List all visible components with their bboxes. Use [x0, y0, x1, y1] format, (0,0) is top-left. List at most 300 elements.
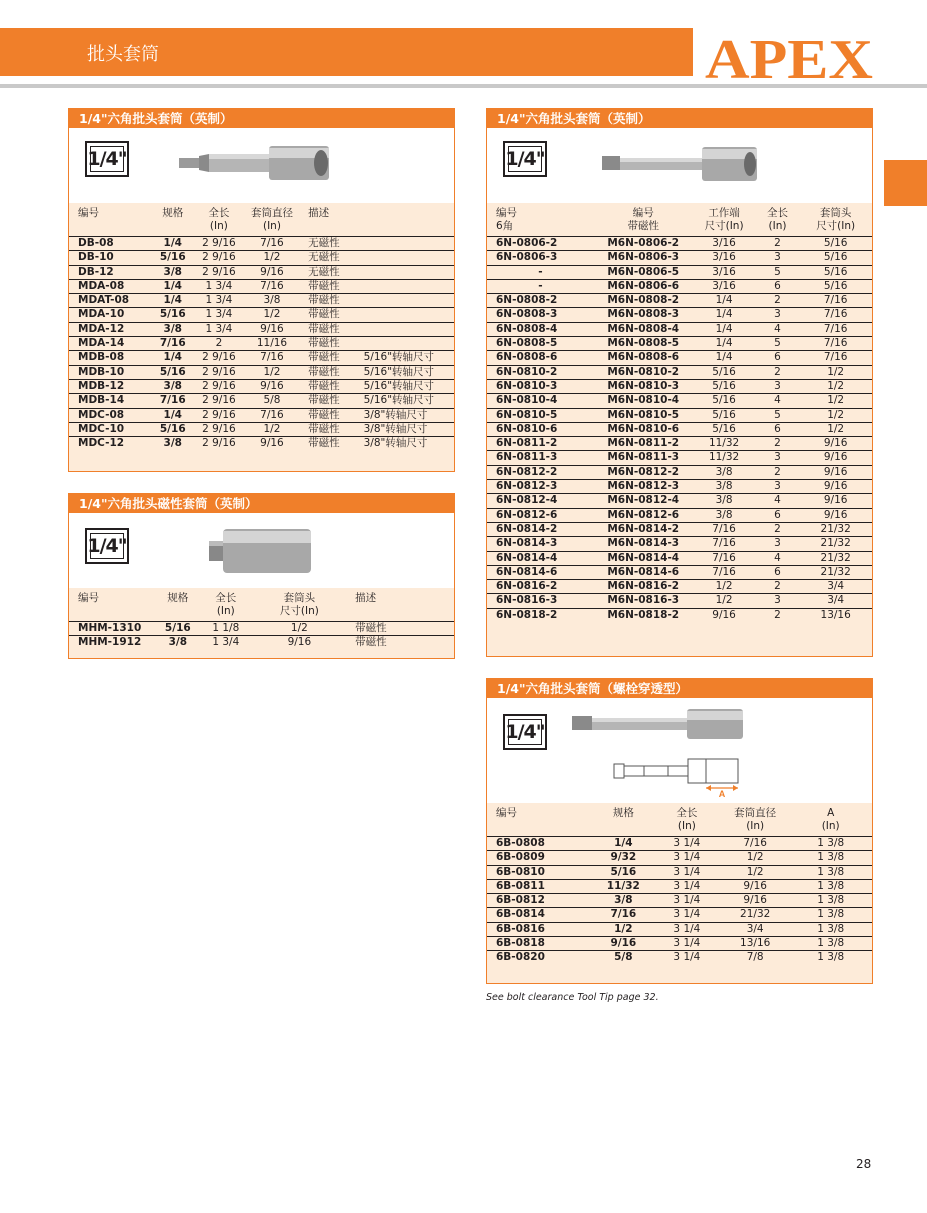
table-cell: M6N-0818-2: [607, 608, 680, 621]
table-cell: 带磁性: [299, 308, 354, 322]
footnote: See bolt clearance Tool Tip page 32.: [486, 992, 659, 1003]
table-row: [487, 337, 872, 351]
table-cell: 6B-0814: [487, 908, 594, 922]
table-cell: 6N-0816-2: [487, 580, 594, 594]
table-cell: 3/8: [245, 294, 299, 308]
table-cell: 2 9/16: [193, 351, 245, 365]
panel-hex-bit-socket-imperial: [68, 108, 455, 472]
table-cell: 5/16: [692, 408, 755, 422]
table-row: [487, 522, 872, 536]
table-cell: 6N-0808-4: [487, 322, 594, 336]
table-cell: 1/2: [245, 422, 299, 436]
table-cell: M6N-0814-4: [594, 551, 693, 565]
table-cell: 7/16: [799, 294, 872, 308]
table-cell: 带磁性: [299, 379, 354, 393]
socket-icon: [602, 146, 762, 186]
table-cell: 5/16: [692, 422, 755, 436]
column-header: 全长 (In): [193, 203, 245, 237]
table-cell: 6N-0814-4: [487, 551, 594, 565]
table-cell: 5/16: [692, 365, 755, 379]
table-cell: 9/32: [594, 851, 653, 865]
table-cell: 6N-0806-2: [487, 237, 594, 251]
table-cell: 2 9/16: [193, 379, 245, 393]
table-cell: 1/4: [692, 294, 755, 308]
table-cell: 3 1/4: [653, 922, 721, 936]
table-cell: 6N-0810-5: [487, 408, 594, 422]
table-cell: 7/16: [799, 322, 872, 336]
table-cell: 3 1/4: [673, 951, 701, 964]
table-cell: 3: [756, 308, 800, 322]
table-cell: 1/2: [253, 622, 347, 636]
size-label: 1/4": [503, 141, 547, 177]
socket-icon: [179, 144, 339, 184]
table-cell: 带磁性: [299, 322, 354, 336]
table-cell: 5/16: [692, 379, 755, 393]
table-cell: 3/4: [799, 580, 872, 594]
table-cell: 7/16: [153, 337, 194, 351]
table-row: [487, 937, 872, 951]
table-row: [487, 237, 872, 251]
table-cell: 3 1/4: [653, 851, 721, 865]
table-cell: 1/2: [245, 251, 299, 265]
table-cell: [355, 251, 454, 265]
table-cell: 6N-0808-6: [487, 351, 594, 365]
table-cell: MDA-14: [69, 337, 153, 351]
table-cell: 3/16: [692, 237, 755, 251]
table-cell: 1/2: [245, 308, 299, 322]
table-cell: 2: [774, 608, 781, 621]
table-cell: 带磁性: [308, 437, 340, 450]
table-cell: 3/8: [692, 494, 755, 508]
table-row: [487, 908, 872, 922]
table-cell: 1/4: [692, 322, 755, 336]
table-cell: 1/4: [594, 837, 653, 851]
table-cell: 1/2: [692, 580, 755, 594]
table-cell: 9/16: [799, 494, 872, 508]
column-header: 编号: [487, 803, 594, 837]
table-cell: -: [487, 265, 594, 279]
table-cell: DB-08: [69, 237, 153, 251]
table-cell: 21/32: [799, 522, 872, 536]
table-row: [69, 422, 454, 436]
table-row: [69, 622, 454, 636]
product-table: [487, 803, 872, 965]
table-cell: 3/16: [692, 251, 755, 265]
table-row: [69, 379, 454, 393]
table-cell: 1 1/8: [199, 622, 253, 636]
table-cell: 9/16: [712, 608, 736, 621]
table-cell: MDB-12: [69, 379, 153, 393]
table-cell: 11/32: [692, 451, 755, 465]
table-row: [487, 451, 872, 465]
table-cell: 5/16"转轴尺寸: [355, 379, 454, 393]
table-cell: 带磁性: [299, 351, 354, 365]
table-cell: 1/2: [594, 922, 653, 936]
table-cell: 3/4: [721, 922, 789, 936]
table-cell: 2 9/16: [193, 394, 245, 408]
bolt-clearance-diagram: [612, 754, 747, 798]
table-cell: 13/16: [721, 937, 789, 951]
table-row: [69, 279, 454, 293]
table-cell: M6N-0816-3: [594, 594, 693, 608]
table-cell: MDB-08: [69, 351, 153, 365]
table-cell: 无磁性: [299, 251, 354, 265]
table-cell: 5/16: [153, 308, 194, 322]
table-cell: 1/4: [692, 351, 755, 365]
table-cell: 13/16: [820, 608, 851, 621]
table-cell: 带磁性: [299, 394, 354, 408]
table-cell: 3/4: [799, 594, 872, 608]
table-cell: M6N-0810-2: [594, 365, 693, 379]
table-cell: [355, 265, 454, 279]
table-cell: 3: [756, 379, 800, 393]
column-header: 规格: [594, 803, 653, 837]
product-image-area: [487, 128, 872, 203]
table-cell: 2: [756, 437, 800, 451]
table-cell: [355, 308, 454, 322]
table-cell: 2: [193, 337, 245, 351]
table-cell: 3 1/4: [653, 879, 721, 893]
table-cell: M6N-0806-2: [594, 237, 693, 251]
table-cell: 2 9/16: [193, 251, 245, 265]
size-label: 1/4": [503, 714, 547, 750]
table-cell: 3/16: [692, 265, 755, 279]
table-cell: 带磁性: [299, 337, 354, 351]
table-cell: 6N-0808-5: [487, 337, 594, 351]
table-cell: MDC-12: [78, 437, 125, 450]
table-cell: M6N-0808-3: [594, 308, 693, 322]
table-cell: M6N-0811-3: [594, 451, 693, 465]
table-cell: 1 3/4: [193, 308, 245, 322]
table-cell: 5/16"转轴尺寸: [355, 351, 454, 365]
table-cell: 1/4: [692, 337, 755, 351]
table-cell: 3/8: [692, 508, 755, 522]
table-cell: 1/2: [799, 394, 872, 408]
table-cell: 3: [756, 480, 800, 494]
column-header: 工作端 尺寸(In): [692, 203, 755, 237]
table-cell: 1/4: [153, 408, 194, 422]
table-cell: DB-10: [69, 251, 153, 265]
table-cell: 3/16: [692, 279, 755, 293]
table-row: [487, 594, 872, 608]
table-cell: 6B-0808: [487, 837, 594, 851]
table-cell: 9/16: [245, 265, 299, 279]
column-header: 全长 (In): [199, 588, 253, 622]
panel-magnetic-socket-imperial: [68, 493, 455, 659]
table-cell: M6N-0814-2: [594, 522, 693, 536]
table-cell: 5/16: [799, 237, 872, 251]
table-row: [69, 322, 454, 336]
apex-logo: [703, 22, 878, 86]
table-cell: 3/8"转轴尺寸: [355, 422, 454, 436]
table-row: [487, 951, 872, 965]
column-header: 套筒头 尺寸(In): [799, 203, 872, 237]
table-row: [487, 865, 872, 879]
table-cell: 7/8: [746, 951, 764, 964]
table-cell: 6N-0812-3: [487, 480, 594, 494]
table-cell: 7/16: [245, 237, 299, 251]
column-header: 规格: [153, 203, 194, 237]
table-cell: MDB-10: [69, 365, 153, 379]
table-cell: 3: [756, 537, 800, 551]
table-cell: M6N-0808-2: [594, 294, 693, 308]
table-cell: M6N-0810-4: [594, 394, 693, 408]
column-header: 描述: [346, 588, 454, 622]
table-row: [487, 251, 872, 265]
table-cell: 无磁性: [299, 237, 354, 251]
table-cell: 带磁性: [346, 622, 454, 636]
table-cell: 1/2: [799, 422, 872, 436]
table-cell: 6N-0811-2: [487, 437, 594, 451]
table-cell: 1 3/4: [193, 279, 245, 293]
table-cell: 7/16: [692, 565, 755, 579]
table-cell: 9/16: [799, 480, 872, 494]
table-cell: 4: [756, 322, 800, 336]
table-cell: 1 3/8: [789, 851, 872, 865]
table-cell: DB-12: [69, 265, 153, 279]
table-cell: 2: [756, 580, 800, 594]
table-cell: 3 1/4: [653, 865, 721, 879]
magnetic-socket-icon: [209, 523, 319, 578]
table-cell: 6N-0812-4: [487, 494, 594, 508]
column-header: 编号: [69, 203, 153, 237]
product-image-area: [487, 698, 872, 803]
table-cell: 2 9/16: [202, 437, 236, 450]
table-row: [487, 551, 872, 565]
table-cell: 6N-0810-2: [487, 365, 594, 379]
table-cell: 4: [756, 394, 800, 408]
table-cell: 6B-0810: [487, 865, 594, 879]
table-cell: 7/16: [692, 522, 755, 536]
table-cell: 5/8: [614, 951, 633, 964]
table-cell: 5/8: [245, 394, 299, 408]
table-cell: M6N-0808-5: [594, 337, 693, 351]
table-cell: 6: [756, 508, 800, 522]
table-cell: MDA-10: [69, 308, 153, 322]
table-cell: 1/2: [799, 408, 872, 422]
table-cell: 1 3/8: [789, 879, 872, 893]
table-cell: 9/16: [721, 894, 789, 908]
product-image-area: [69, 513, 454, 588]
table-cell: 1/2: [721, 865, 789, 879]
table-cell: 11/32: [594, 879, 653, 893]
table-cell: 2: [756, 522, 800, 536]
table-cell: MDAT-08: [69, 294, 153, 308]
table-row: [487, 922, 872, 936]
table-cell: 4: [756, 551, 800, 565]
table-cell: [355, 294, 454, 308]
column-header: 编号 带磁性: [594, 203, 693, 237]
table-row: [69, 337, 454, 351]
table-cell: M6N-0806-6: [594, 279, 693, 293]
table-cell: 9/16: [721, 879, 789, 893]
table-cell: M6N-0812-3: [594, 480, 693, 494]
table-cell: 6B-0816: [487, 922, 594, 936]
panel-title: 1/4"六角批头套筒（英制）: [69, 109, 454, 128]
panel-hex-bit-socket-bolt-through: [486, 678, 873, 984]
table-cell: 6B-0820: [496, 951, 545, 964]
table-cell: M6N-0810-6: [594, 422, 693, 436]
table-cell: 3/8: [594, 894, 653, 908]
table-cell: 带磁性: [355, 636, 387, 649]
table-cell: MHM-1912: [78, 636, 142, 649]
table-cell: 5/16: [799, 251, 872, 265]
table-cell: 带磁性: [299, 294, 354, 308]
table-cell: 6N-0814-2: [487, 522, 594, 536]
table-cell: MHM-1310: [69, 622, 157, 636]
panel-title: 1/4"六角批头磁性套筒（英制）: [69, 494, 454, 513]
table-cell: 7/16: [594, 908, 653, 922]
table-row: [69, 294, 454, 308]
product-table: [487, 203, 872, 622]
table-cell: 1/2: [721, 851, 789, 865]
table-cell: 3/8: [153, 265, 194, 279]
column-header: A (In): [789, 803, 872, 837]
table-cell: 7/16: [692, 551, 755, 565]
table-cell: 1/2: [799, 379, 872, 393]
table-cell: 3 1/4: [653, 837, 721, 851]
table-cell: 11/32: [692, 437, 755, 451]
table-cell: 带磁性: [299, 408, 354, 422]
table-cell: 1 3/4: [193, 294, 245, 308]
table-cell: MDB-14: [69, 394, 153, 408]
table-cell: M6N-0806-5: [594, 265, 693, 279]
table-cell: 6: [756, 279, 800, 293]
header-bar: [0, 28, 693, 76]
table-cell: 6N-0808-3: [487, 308, 594, 322]
column-header: 全长 (In): [756, 203, 800, 237]
table-cell: 3 1/4: [653, 937, 721, 951]
table-cell: 1/2: [692, 594, 755, 608]
product-table: [69, 203, 454, 450]
table-cell: -: [487, 279, 594, 293]
column-header: 规格: [157, 588, 199, 622]
table-cell: 5/16: [153, 251, 194, 265]
table-cell: 5: [756, 408, 800, 422]
table-row: [69, 237, 454, 251]
table-cell: 6: [756, 565, 800, 579]
panel-title: 1/4"六角批头套筒（英制）: [487, 109, 872, 128]
table-cell: M6N-0812-2: [594, 465, 693, 479]
column-header: 编号 6角: [487, 203, 594, 237]
table-cell: 7/16: [799, 351, 872, 365]
table-row: [487, 894, 872, 908]
table-cell: [355, 322, 454, 336]
table-cell: 5/16: [692, 394, 755, 408]
column-header: 套筒直径 (In): [245, 203, 299, 237]
table-cell: 3: [756, 451, 800, 465]
table-row: [487, 465, 872, 479]
table-cell: 5/16"转轴尺寸: [355, 365, 454, 379]
table-cell: 1/2: [799, 365, 872, 379]
table-row: [487, 279, 872, 293]
table-cell: 1 3/8: [789, 837, 872, 851]
table-cell: 1 3/8: [789, 908, 872, 922]
table-cell: 6N-0811-3: [487, 451, 594, 465]
table-row: [69, 365, 454, 379]
column-header: 套筒头 尺寸(In): [253, 588, 347, 622]
column-header: 套筒直径 (In): [721, 803, 789, 837]
table-cell: M6N-0814-6: [594, 565, 693, 579]
table-cell: MDA-12: [69, 322, 153, 336]
table-cell: 3/8"转轴尺寸: [363, 437, 428, 450]
table-cell: 3/8"转轴尺寸: [355, 408, 454, 422]
table-cell: 9/16: [245, 379, 299, 393]
table-cell: M6N-0816-2: [594, 580, 693, 594]
table-row: [487, 365, 872, 379]
table-cell: M6N-0808-6: [594, 351, 693, 365]
table-cell: 21/32: [799, 537, 872, 551]
panel-hex-bit-socket-imperial-6pt: [486, 108, 873, 657]
table-cell: 6N-0814-6: [487, 565, 594, 579]
table-cell: 6B-0811: [487, 879, 594, 893]
table-row: [487, 608, 872, 622]
table-cell: 3 1/4: [653, 908, 721, 922]
table-cell: 5/16: [153, 422, 194, 436]
table-cell: M6N-0810-5: [594, 408, 693, 422]
table-cell: 4: [756, 494, 800, 508]
table-cell: 2 9/16: [193, 365, 245, 379]
product-table: [69, 588, 454, 650]
table-row: [487, 422, 872, 436]
table-cell: 5: [756, 265, 800, 279]
table-cell: 3/8: [692, 480, 755, 494]
table-cell: 9/16: [245, 322, 299, 336]
table-cell: 1/4: [692, 308, 755, 322]
table-cell: 1/4: [153, 351, 194, 365]
table-cell: 7/16: [799, 308, 872, 322]
table-cell: 1 3/8: [789, 922, 872, 936]
table-cell: 1 3/8: [789, 894, 872, 908]
dimension-a-label: A: [718, 789, 726, 798]
table-cell: 7/16: [245, 351, 299, 365]
table-row: [487, 494, 872, 508]
table-cell: 带磁性: [299, 279, 354, 293]
table-cell: 3/8: [163, 437, 182, 450]
table-cell: 2 9/16: [193, 422, 245, 436]
table-cell: 3/8: [153, 379, 194, 393]
table-row: [487, 480, 872, 494]
table-cell: 6: [756, 422, 800, 436]
table-cell: 带磁性: [299, 422, 354, 436]
table-cell: 9/16: [799, 465, 872, 479]
column-header: 编号: [69, 588, 157, 622]
table-cell: 1 3/4: [212, 636, 240, 649]
table-cell: 2 9/16: [193, 408, 245, 422]
table-cell: 3: [756, 594, 800, 608]
table-cell: 5/16: [799, 279, 872, 293]
table-cell: 6B-0812: [487, 894, 594, 908]
table-cell: 7/16: [721, 837, 789, 851]
table-row: [487, 437, 872, 451]
table-row: [487, 851, 872, 865]
table-row: [487, 394, 872, 408]
table-cell: 2: [756, 365, 800, 379]
table-row: [487, 294, 872, 308]
table-cell: M6N-0806-3: [594, 251, 693, 265]
table-cell: 3: [756, 251, 800, 265]
table-row: [487, 322, 872, 336]
table-cell: 6B-0818: [487, 937, 594, 951]
table-cell: 7/16: [153, 394, 194, 408]
table-cell: 9/16: [594, 937, 653, 951]
table-row: [69, 437, 454, 451]
table-cell: 2 9/16: [193, 265, 245, 279]
apex-logo-text: APEX: [705, 29, 873, 86]
table-cell: 11/16: [245, 337, 299, 351]
table-cell: M6N-0814-3: [594, 537, 693, 551]
table-cell: 6N-0808-2: [487, 294, 594, 308]
